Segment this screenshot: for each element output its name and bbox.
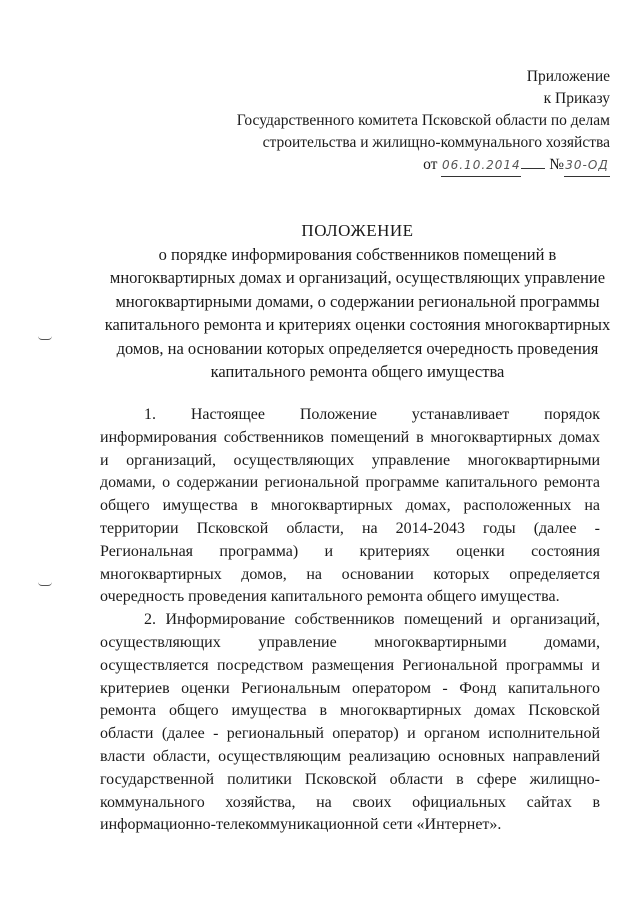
punch-mark — [38, 582, 52, 586]
paragraph-line: общего имущества в многоквартирных домах, расположенных на — [100, 497, 600, 515]
subtitle-line: многоквартирных домах и организаций, осуществляющих управление — [109, 268, 606, 287]
number-prefix: № — [549, 156, 564, 173]
paragraph-line: многоквартирных домов, на основании которых определяется — [100, 565, 600, 583]
document-body — [100, 404, 600, 837]
paragraph-2 — [100, 609, 600, 837]
committee-name-line-2: строительства и жилищно-коммунального хозяйства — [262, 134, 610, 151]
number-value: 30-ОД — [565, 158, 609, 172]
subtitle-line: многоквартирными домами, о содержании региональной программы — [115, 291, 600, 311]
number-field — [564, 154, 610, 177]
paragraph-1 — [100, 404, 600, 609]
paragraph-line: государственной политики Псковской области в сфере жилищно- — [100, 770, 600, 788]
order-reference: к Приказу — [543, 90, 610, 107]
paragraph-line: 2. Информирование собственников помещений и организаций, — [144, 611, 600, 629]
subtitle-line: капитального ремонта и критериях оценки состояния многоквартирных — [104, 315, 611, 334]
paragraph-line: коммунального хозяйства, на своих официальных сайтах в — [100, 793, 600, 811]
paragraph-line: 1. Настоящее Положение устанавливает порядок — [144, 406, 600, 423]
subtitle-line: домов, на основании которых определяется очередность проведения — [116, 338, 599, 358]
date-prefix: от — [423, 156, 438, 173]
committee-name-line-1: Государственного комитета Псковской области по делам — [236, 112, 610, 129]
paragraph-line: очередность проведения капитального ремонта общего имущества. — [100, 588, 560, 606]
document-title-block — [90, 219, 625, 384]
subtitle-line: капитального ремонта общего имущества — [210, 362, 505, 381]
punch-mark — [38, 336, 52, 340]
date-value: 06.10.2014 — [441, 158, 521, 172]
paragraph-line: осуществляется посредством размещения Региональной программы и — [100, 656, 600, 674]
date-number-line — [237, 154, 610, 177]
paragraph-line: информационно-телекоммуникационной сети «Интернет». — [100, 816, 502, 834]
appendix-label: Приложение — [526, 68, 610, 85]
paragraph-line: критериев оценки Региональным оператором - Фонд капитального — [100, 679, 600, 697]
paragraph-line: территории Псковской области, на 2014-2043 годы (далее - — [100, 519, 600, 537]
paragraph-line: ремонта общего имущества в многоквартирных домах Псковской — [100, 702, 600, 720]
paragraph-line: домами, о содержании региональной программе капитального ремонта — [100, 474, 600, 492]
paragraph-line: и организаций, осуществляющих управление многоквартирными — [100, 451, 600, 469]
paragraph-line: осуществляющих управление многоквартирными домами, — [100, 633, 600, 651]
date-field — [441, 154, 521, 177]
appendix-header — [237, 66, 610, 177]
document-title: ПОЛОЖЕНИЕ — [301, 221, 414, 240]
paragraph-line: Региональная программа) и критериях оценки состояния — [100, 542, 600, 560]
paragraph-line: информирования собственников помещений в многоквартирных домах — [100, 428, 600, 446]
paragraph-line: области (далее - региональный оператор) и органом исполнительной — [100, 725, 600, 743]
paragraph-line: власти области, осуществляющим реализацию основных направлений — [100, 747, 600, 765]
subtitle-line: о порядке информирования собственников помещений в — [158, 244, 557, 264]
